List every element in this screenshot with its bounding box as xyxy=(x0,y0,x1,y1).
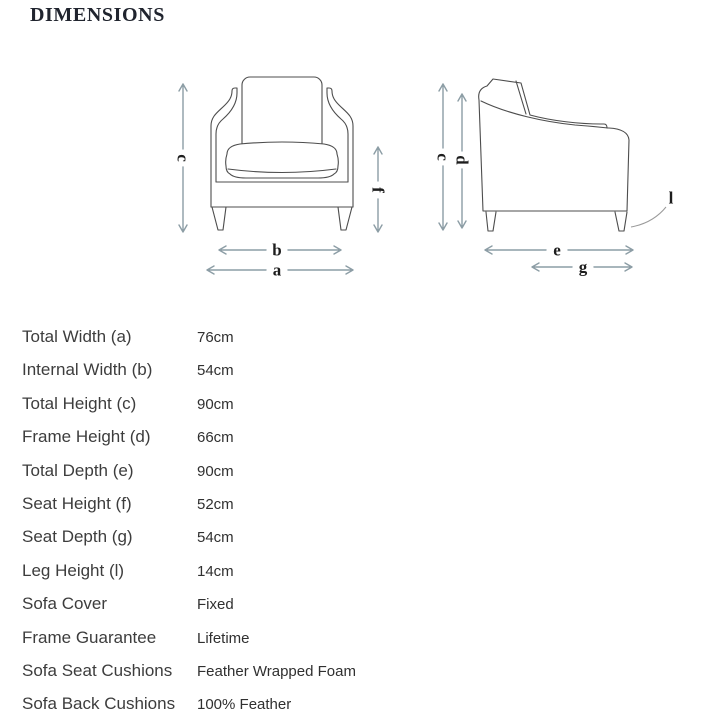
spec-value: Lifetime xyxy=(197,629,250,647)
spec-value: 90cm xyxy=(197,462,234,480)
spec-label: Seat Height (f) xyxy=(22,493,132,513)
dimension-label-c-front: c xyxy=(173,154,193,162)
front-back-cushion xyxy=(242,77,322,151)
front-right-leg xyxy=(338,207,352,230)
dimension-label-e: e xyxy=(553,240,561,260)
spec-value: 76cm xyxy=(197,329,234,346)
spec-row xyxy=(22,520,692,553)
front-left-leg xyxy=(212,207,226,230)
spec-label: Seat Depth (g) xyxy=(22,527,133,547)
spec-row xyxy=(22,587,692,620)
spec-row xyxy=(22,387,692,420)
spec-label: Frame Guarantee xyxy=(22,627,157,647)
leg-callout-line xyxy=(631,207,666,227)
dimension-diagram xyxy=(0,0,708,300)
side-back-leg xyxy=(486,212,496,231)
spec-row xyxy=(22,320,692,353)
spec-label: Sofa Cover xyxy=(22,594,108,614)
dimension-label-c-side: c xyxy=(433,153,453,161)
armchair-front-view-drawing xyxy=(211,77,353,230)
spec-row xyxy=(22,487,692,520)
dimension-label-g: g xyxy=(578,257,588,277)
spec-value: 14cm xyxy=(197,562,234,580)
spec-label: Total Width (a) xyxy=(22,327,132,346)
dimension-label-b: b xyxy=(272,240,282,260)
dimension-arrow-c-front xyxy=(174,84,193,232)
dimension-arrow-d xyxy=(453,94,472,228)
spec-value: 100% Feather xyxy=(197,696,292,714)
spec-label: Internal Width (b) xyxy=(22,360,153,380)
spec-label: Sofa Back Cushions xyxy=(22,694,176,714)
spec-value: 90cm xyxy=(197,395,234,413)
dimension-arrow-b xyxy=(219,241,341,260)
spec-label: Total Height (c) xyxy=(22,393,137,413)
spec-value: 52cm xyxy=(197,495,234,513)
spec-label: Frame Height (d) xyxy=(22,427,151,447)
dimension-arrow-a xyxy=(207,261,353,280)
spec-row xyxy=(22,454,692,487)
spec-table xyxy=(22,320,692,721)
spec-value: Fixed xyxy=(197,596,234,614)
side-front-leg xyxy=(615,212,627,231)
spec-row xyxy=(22,621,692,654)
spec-row xyxy=(22,687,692,720)
spec-row xyxy=(22,654,692,687)
spec-row xyxy=(22,420,692,453)
spec-value: 54cm xyxy=(197,362,234,380)
dimension-arrow-c-side xyxy=(434,84,453,230)
armchair-side-view-drawing xyxy=(479,79,666,231)
spec-value: 66cm xyxy=(197,429,234,447)
dimension-arrow-f xyxy=(369,147,388,232)
spec-value: 54cm xyxy=(197,529,234,547)
spec-label: Sofa Seat Cushions xyxy=(22,660,173,680)
spec-row xyxy=(22,353,692,386)
dimension-label-d: d xyxy=(452,155,472,165)
spec-label: Total Depth (e) xyxy=(22,460,134,480)
dimension-label-f: f xyxy=(368,187,388,193)
dimension-label-a: a xyxy=(272,260,282,280)
page-title: DIMENSIONS xyxy=(30,4,165,26)
spec-row xyxy=(22,554,692,587)
dimension-label-l: l xyxy=(668,188,674,208)
spec-value: Feather Wrapped Foam xyxy=(197,662,356,680)
spec-label: Leg Height (l) xyxy=(22,560,125,580)
dimension-arrow-e xyxy=(485,241,633,260)
dimension-arrow-g xyxy=(532,258,632,277)
side-body xyxy=(479,79,629,211)
